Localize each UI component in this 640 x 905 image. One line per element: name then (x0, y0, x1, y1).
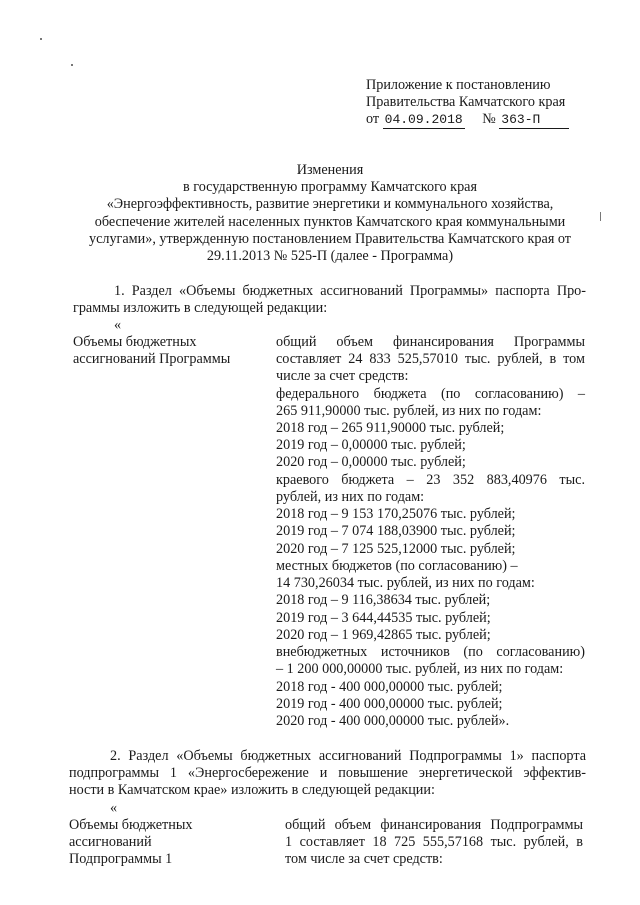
section2-intro-2: подпрограммы 1 «Энергосбережение и повышение энергетической эффектив- (69, 765, 586, 781)
section1-intro-1: 1. Раздел «Объемы бюджетных ассигнований Программы» паспорта Про- (114, 283, 586, 299)
title-line-4: обеспечение жителей населенных пунктов Камчатского края коммунальными (94, 214, 566, 230)
section1-right-line: 2019 год – 7 074 188,03900 тыс. рублей; (276, 523, 516, 539)
section1-right-line: 2020 год – 0,00000 тыс. рублей; (276, 454, 466, 470)
header-line-2: Правительства Камчатского края (366, 94, 566, 110)
section2-left-3: Подпрограммы 1 (69, 851, 173, 867)
section1-right-line: 2020 год – 7 125 525,12000 тыс. рублей; (276, 541, 516, 557)
section1-right-line: 14 730,26034 тыс. рублей, из них по годам: (276, 575, 535, 591)
section1-right-line: составляет 24 833 525,57010 тыс. рублей, в том (276, 351, 585, 367)
section1-left-2: ассигнований Программы (73, 351, 231, 367)
section1-right-line: 2018 год - 400 000,00000 тыс. рублей; (276, 679, 503, 695)
section1-right-line: общий объем финансирования Программы (276, 334, 585, 350)
header-num-label: № (482, 111, 496, 127)
section1-right-line: 265 911,90000 тыс. рублей, из них по годам: (276, 403, 542, 419)
header-line-1: Приложение к постановлению (366, 77, 551, 93)
header-date: 04.09.2018 (384, 112, 463, 127)
section1-right-line: 2019 год - 400 000,00000 тыс. рублей; (276, 696, 503, 712)
section2-right-2: 1 составляет 18 725 555,57168 тыс. рублей, в (285, 834, 583, 850)
section2-intro-1: 2. Раздел «Объемы бюджетных ассигнований Подпрограммы 1» паспорта (110, 748, 586, 764)
title-line-1: Изменения (296, 162, 364, 178)
scan-speck (40, 38, 42, 40)
section1-right-line: 2018 год – 265 911,90000 тыс. рублей; (276, 420, 505, 436)
section1-right-line: местных бюджетов (по согласованию) – (276, 558, 518, 574)
section2-left-2: ассигнований (69, 834, 152, 850)
section1-right-line: рублей, из них по годам: (276, 489, 425, 505)
section1-intro-2: граммы изложить в следующей редакции: (73, 300, 328, 316)
section2-right-3: том числе за счет средств: (285, 851, 443, 867)
header-ot-label: от (366, 111, 380, 127)
section1-right-line: 2020 год - 400 000,00000 тыс. рублей». (276, 713, 510, 729)
title-line-6: 29.11.2013 № 525-П (далее - Программа) (206, 248, 454, 264)
section1-right-line: краевого бюджета – 23 352 883,40976 тыс. (276, 472, 585, 488)
section2-right-1: общий объем финансирования Подпрограммы (285, 817, 583, 833)
section1-right-line: – 1 200 000,00000 тыс. рублей, из них по годам: (276, 661, 564, 677)
section2-quote: « (110, 800, 118, 816)
scan-speck (600, 212, 601, 221)
section1-right-line: 2018 год – 9 153 170,25076 тыс. рублей; (276, 506, 516, 522)
section1-right-line: 2020 год – 1 969,42865 тыс. рублей; (276, 627, 491, 643)
section1-right-line: числе за счет средств: (276, 368, 409, 384)
section1-right-line: федерального бюджета (по согласованию) – (276, 386, 585, 402)
section1-right-line: 2019 год – 0,00000 тыс. рублей; (276, 437, 466, 453)
title-line-2: в государственную программу Камчатского края (183, 179, 477, 195)
section1-right-line: 2018 год – 9 116,38634 тыс. рублей; (276, 592, 491, 608)
section2-intro-3: ности в Камчатском крае» изложить в следующей редакции: (69, 782, 435, 798)
section1-right-line: 2019 год – 3 644,44535 тыс. рублей; (276, 610, 491, 626)
section1-right-line: внебюджетных источников (по согласованию) (276, 644, 585, 660)
header-date-line (366, 111, 569, 129)
scan-speck (71, 64, 73, 66)
section2-left-1: Объемы бюджетных (69, 817, 193, 833)
section1-quote: « (114, 317, 122, 333)
header-number: 363-П (499, 111, 569, 129)
section1-left-1: Объемы бюджетных (73, 334, 197, 350)
title-line-3: «Энергоэффективность, развитие энергетики и коммунального хозяйства, (106, 196, 554, 212)
title-line-5: услугами», утвержденную постановлением Правительства Камчатского края от (88, 231, 572, 247)
